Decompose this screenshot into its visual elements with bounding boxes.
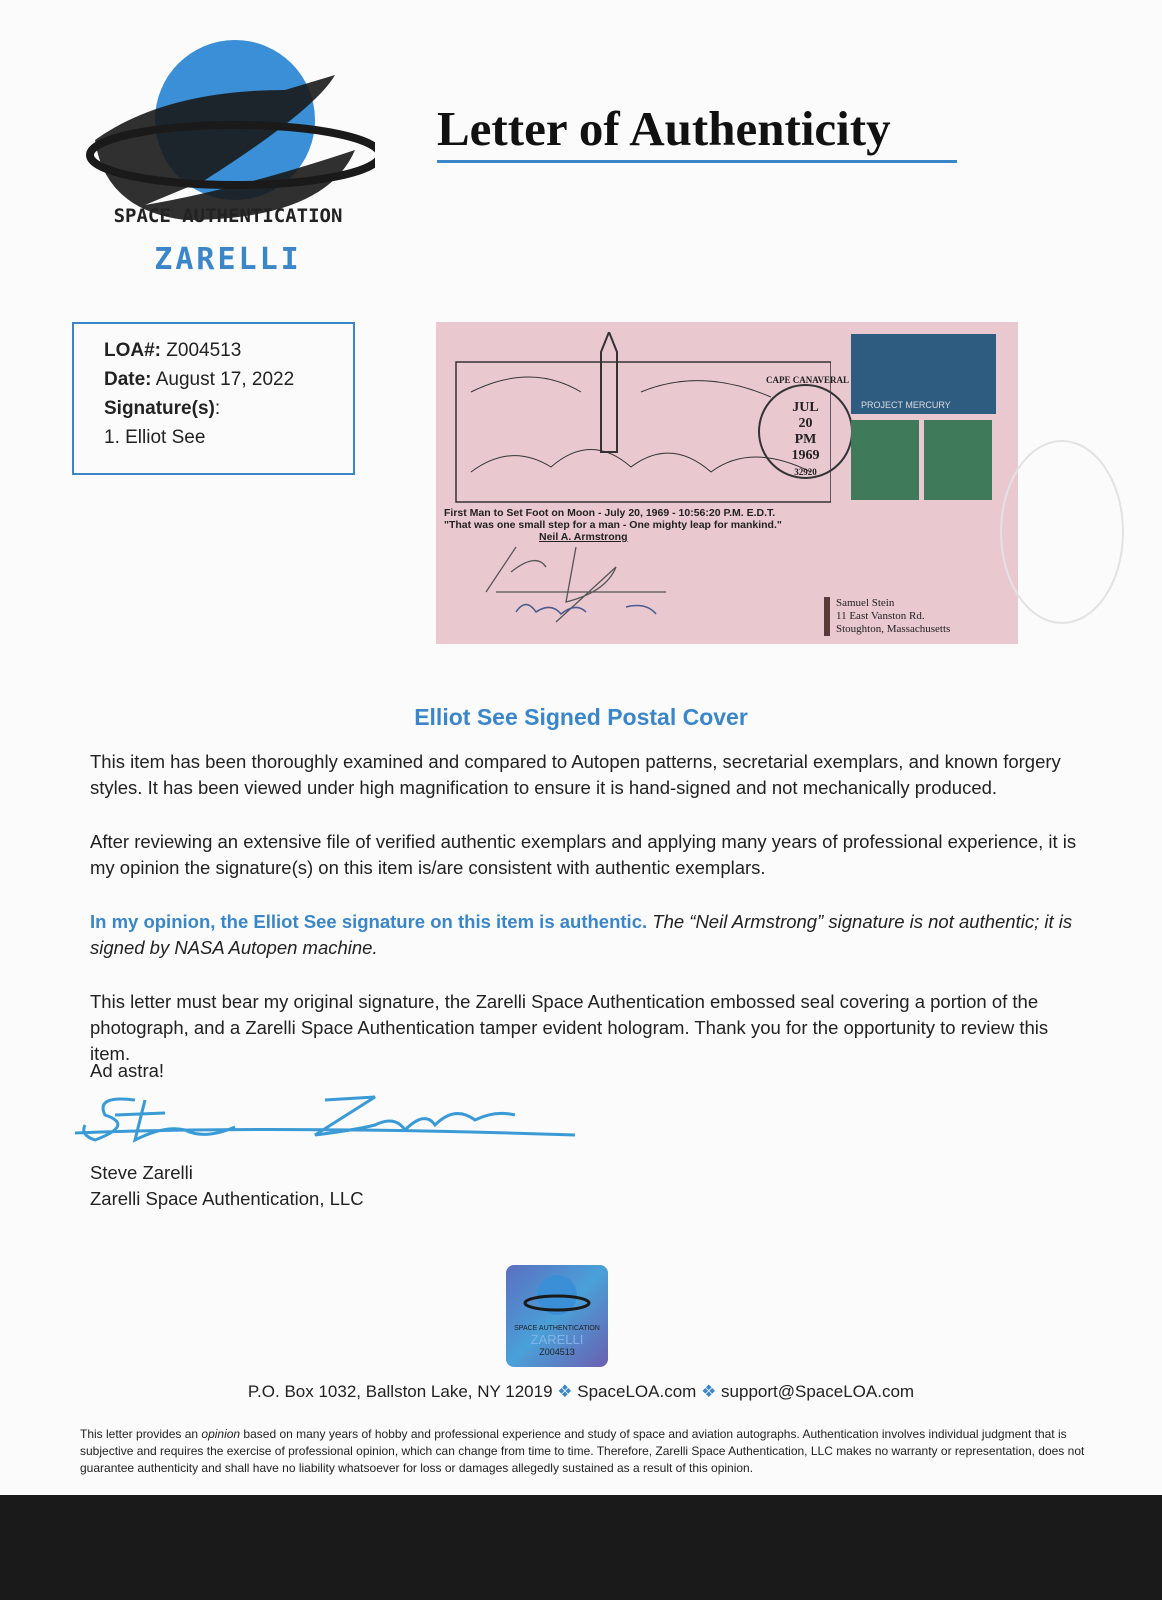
hologram-logo [522,1273,592,1323]
date-label: Date: [104,369,152,390]
postal-cover-photo [436,322,1018,644]
address-line: Samuel Stein [836,597,895,609]
loa-label: LOA#: [104,340,161,361]
pm-city: CAPE CANAVERAL [765,375,850,385]
authentic-statement: In my opinion, the Elliot See signature on this item is authentic. [90,911,648,932]
recipient-address [824,597,950,636]
hologram-brand: SPACE AUTHENTICATION [514,1325,600,1332]
disclaimer [80,1426,1090,1477]
hologram-zarelli: ZARELLI [530,1332,584,1347]
pm-year: 1969 [791,448,820,463]
paragraph-requirements: This letter must bear my original signature, the Zarelli Space Authentication embossed seal covering a portion of the photograph, and a Zarelli Space Authentication tamper evident hologram. Thank you for the opportunity to review this item. [90,991,1049,1064]
paragraph-examination: This item has been thoroughly examined and compared to Autopen patterns, secretarial exemplars, and known forgery styles. It has been viewed under high magnification to ensure it is hand-signed and not mechanically produced. [90,751,1061,798]
washington-stamp [851,420,919,500]
autographs [466,542,706,632]
tamper-evident-hologram [506,1265,608,1367]
postmark [758,375,853,479]
disclaimer-text: This letter provides an [80,1427,202,1441]
embossed-seal [1000,440,1124,624]
pm-zip: 32920 [794,467,817,477]
address-line: Stoughton, Massachusetts [836,623,951,635]
loa-number: Z004513 [166,340,242,361]
autopen-statement: The “Neil Armstrong” signature is not authentic; it is signed by NASA Autopen machine. [90,911,1073,958]
cover-caption-line3: Neil A. Armstrong [539,531,628,543]
cover-caption-line2: "That was one small step for a man - One mighty leap for mankind." [444,519,782,531]
diamond-separator-icon: ❖ [701,1382,717,1401]
hologram-number: Z004513 [539,1347,575,1357]
signer-name: Steve Zarelli [90,1162,193,1183]
paragraph-conclusion [90,909,1080,961]
contact-line [0,1382,1162,1402]
brand-line-1: SPACE AUTHENTICATION [113,205,343,227]
cover-caption-line1: First Man to Set Foot on Moon - July 20, 1969 - 10:56:20 P.M. E.D.T. [444,507,776,519]
brand-line-2: ZARELLI [154,242,302,277]
disclaimer-opinion: opinion [201,1427,241,1441]
paragraph-opinion: After reviewing an extensive file of verified authentic exemplars and applying many years of professional experience, it is my opinion the signature(s) on this item is/are consistent with authentic exemplars. [90,831,1077,878]
item-heading: Elliot See Signed Postal Cover [414,704,748,730]
diamond-separator-icon: ❖ [557,1382,573,1401]
washington-stamp [924,420,992,500]
loa-info-box [72,322,355,475]
colon: : [214,398,221,419]
pm-day: 20 [798,416,813,431]
date-value: August 17, 2022 [155,369,295,390]
title-underline [437,160,957,163]
address-line: 11 East Vanston Rd. [836,610,925,622]
disclaimer-text: based on many years of hobby and professional experience and study of space and aviation autographs. Authentication involves individual judgment that is subjective and requires the exercise of professional opinion, which can change from time to time. Therefore, Zarelli Space Authentication, LLC makes no warranty or representation, does not guarantee authenticity and shall have no liability whatsoever for loss or damages allegedly sustained as a result of this opinion. [80,1427,1085,1475]
page-title: Letter of Authenticity [437,101,891,156]
closing: Ad astra! [90,1060,165,1081]
stamp-text: PROJECT MERCURY [861,400,951,410]
website-link[interactable]: SpaceLOA.com [577,1382,697,1401]
project-mercury-stamp [851,334,996,414]
signatures-label: Signature(s) [104,398,215,419]
signature-item: 1. Elliot See [104,427,206,448]
cover-caption [444,507,782,543]
handwritten-signature [75,1085,575,1155]
pm-time: PM [794,432,817,447]
pm-month: JUL [792,400,819,415]
email-link[interactable]: support@SpaceLOA.com [721,1382,915,1401]
signer-company: Zarelli Space Authentication, LLC [90,1188,364,1209]
postal-address: P.O. Box 1032, Ballston Lake, NY 12019 [247,1382,553,1401]
